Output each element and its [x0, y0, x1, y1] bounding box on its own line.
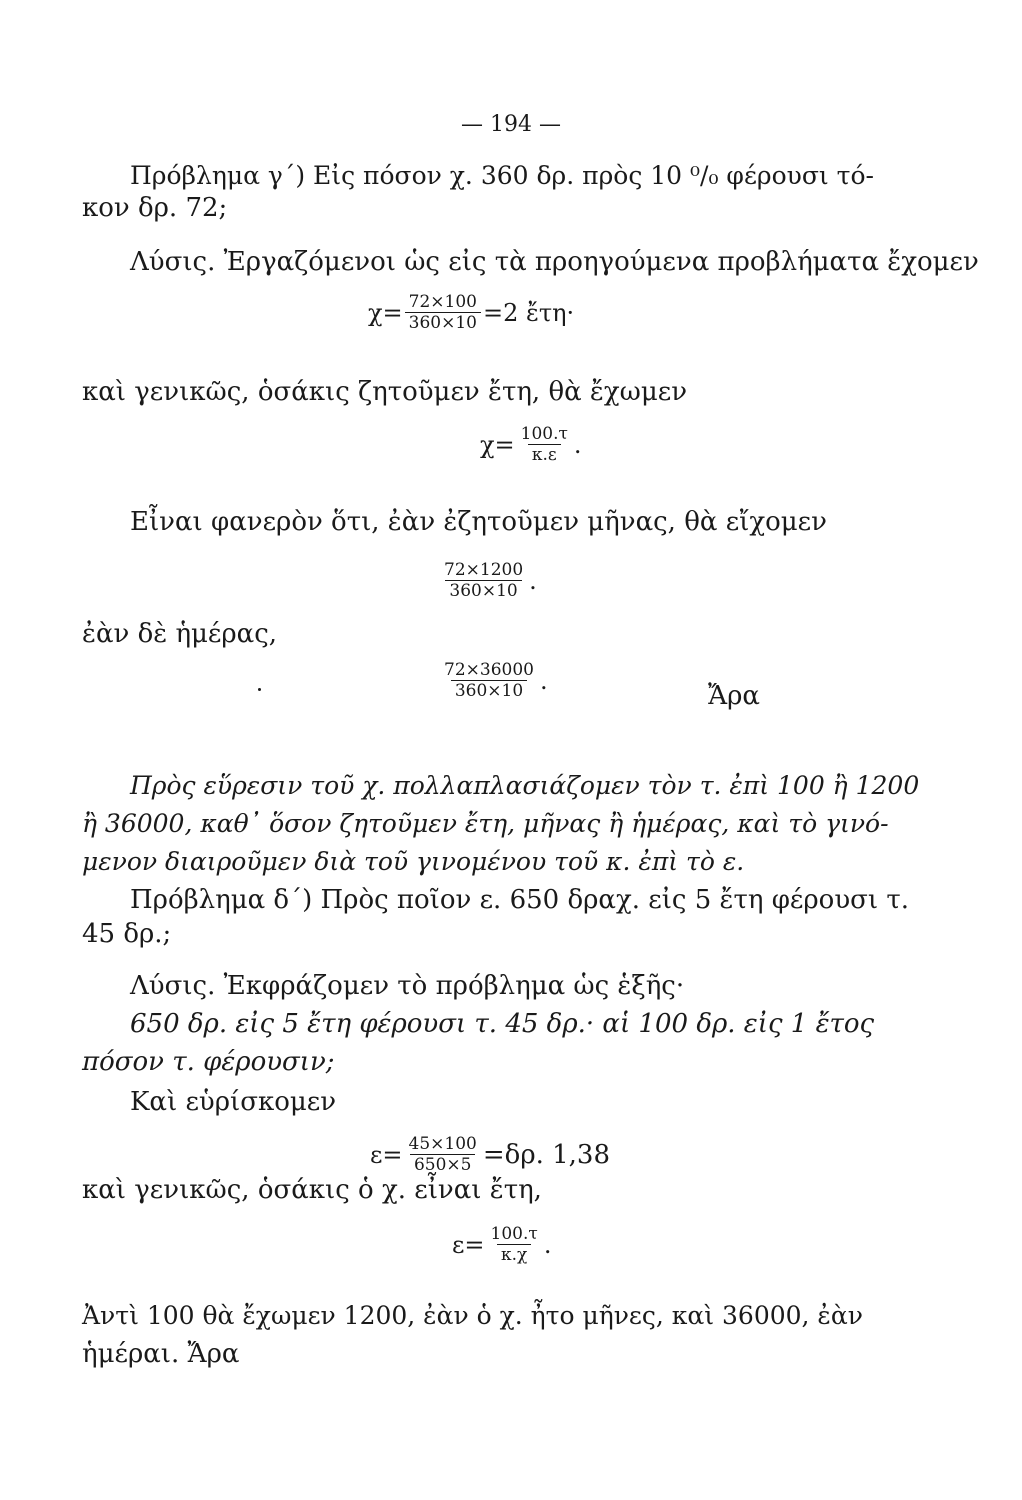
expression-line-2: πόσον τ. φέρουσιν; [82, 1047, 335, 1077]
problem-3-line-1: Πρόβλημα γ΄) Εἰς πόσον χ. 360 δρ. πρὸς 10 ⁰/₀ φέρουσι τό- [130, 161, 874, 190]
days-line: ἐὰν δὲ ἡμέρας, [82, 619, 278, 649]
general-years-line: καὶ γενικῶς, ὁσάκις ζητοῦμεν ἔτη, θὰ ἔχωμεν [82, 377, 687, 407]
equation-rhs: . [573, 430, 582, 459]
fraction [517, 424, 572, 465]
denominator: 360×10 [451, 680, 527, 701]
equation-days [438, 660, 548, 701]
denominator: κ.χ [497, 1244, 531, 1265]
fraction [440, 560, 527, 601]
equation-months [438, 560, 537, 601]
equation-rhs: . [529, 566, 537, 595]
find-line: Καὶ εὑρίσκομεν [130, 1087, 337, 1117]
final-line-1: Ἀντὶ 100 θὰ ἔχωμεν 1200, ἐὰν ὁ χ. ἦτο μῆνες, καὶ 36000, ἐὰν [82, 1301, 863, 1330]
equation-years [368, 292, 574, 333]
numerator: 72×36000 [444, 660, 534, 680]
equation-lhs: ε= [452, 1230, 485, 1259]
denominator: 360×10 [445, 580, 521, 601]
numerator: 100.τ [520, 424, 568, 444]
rule-line-2: ἢ 36000, καθ᾽ ὅσον ζητοῦμεν ἔτη, μῆνας ἢ ἡμέρας, καὶ τὸ γινό- [82, 809, 889, 838]
fraction [487, 1224, 542, 1265]
equation-rhs: . [543, 1230, 552, 1259]
fraction [405, 292, 481, 333]
rule-line-1: Πρὸς εὕρεσιν τοῦ χ. πολλαπλασιάζομεν τὸν τ. ἐπὶ 100 ἢ 1200 [130, 771, 920, 800]
equation-lhs: χ= [480, 430, 515, 459]
expression-line-1: 650 δρ. εἰς 5 ἔτη φέρουσι τ. 45 δρ.· αἱ 100 δρ. εἰς 1 ἔτος [130, 1009, 875, 1039]
numerator: 100.τ [490, 1224, 538, 1244]
general-rate-line: καὶ γενικῶς, ὁσάκις ὁ χ. εἶναι ἔτη, [82, 1175, 542, 1205]
numerator: 72×1200 [444, 560, 524, 580]
equation-general-rate [452, 1224, 551, 1265]
problem-4-line-2: 45 δρ.; [82, 919, 172, 949]
fraction [405, 1134, 481, 1175]
equation-lhs: ε= [370, 1140, 403, 1169]
numerator: 45×100 [408, 1134, 477, 1154]
denominator: 360×10 [405, 312, 481, 333]
equation-general-years [480, 424, 582, 465]
therefore-1: Ἄρα [708, 681, 760, 711]
denominator: κ.ε [528, 444, 561, 465]
final-line-2: ἡμέραι. Ἄρα [82, 1339, 240, 1369]
ink-spot [258, 688, 261, 691]
equation-rhs: =δρ. 1,38 [482, 1139, 611, 1170]
equation-rate [370, 1134, 610, 1175]
fraction [440, 660, 538, 701]
numerator: 72×100 [408, 292, 477, 312]
months-line: Εἶναι φανερὸν ὅτι, ἐὰν ἐζητοῦμεν μῆνας, θὰ εἴχομεν [130, 507, 827, 537]
problem-4-line-1: Πρόβλημα δ΄) Πρὸς ποῖον ε. 650 δραχ. εἰς 5 ἔτη φέρουσι τ. [130, 885, 909, 915]
rule-line-3: μενον διαιροῦμεν διὰ τοῦ γινομένου τοῦ κ. ἐπὶ τὸ ε. [82, 847, 745, 876]
equation-lhs: χ= [368, 298, 403, 327]
solution-3-line-1: Λύσις. Ἐργαζόμενοι ὡς εἰς τὰ προηγούμενα προβλήματα ἔχομεν [130, 247, 979, 277]
equation-rhs: =2 ἔτη· [482, 298, 575, 327]
page-number: — 194 — [461, 112, 561, 137]
equation-rhs: . [539, 666, 548, 695]
denominator: 650×5 [410, 1154, 476, 1175]
solution-4-line-1: Λύσις. Ἐκφράζομεν τὸ πρόβλημα ὡς ἑξῆς· [130, 971, 685, 1001]
problem-3-line-2: κον δρ. 72; [82, 193, 228, 223]
